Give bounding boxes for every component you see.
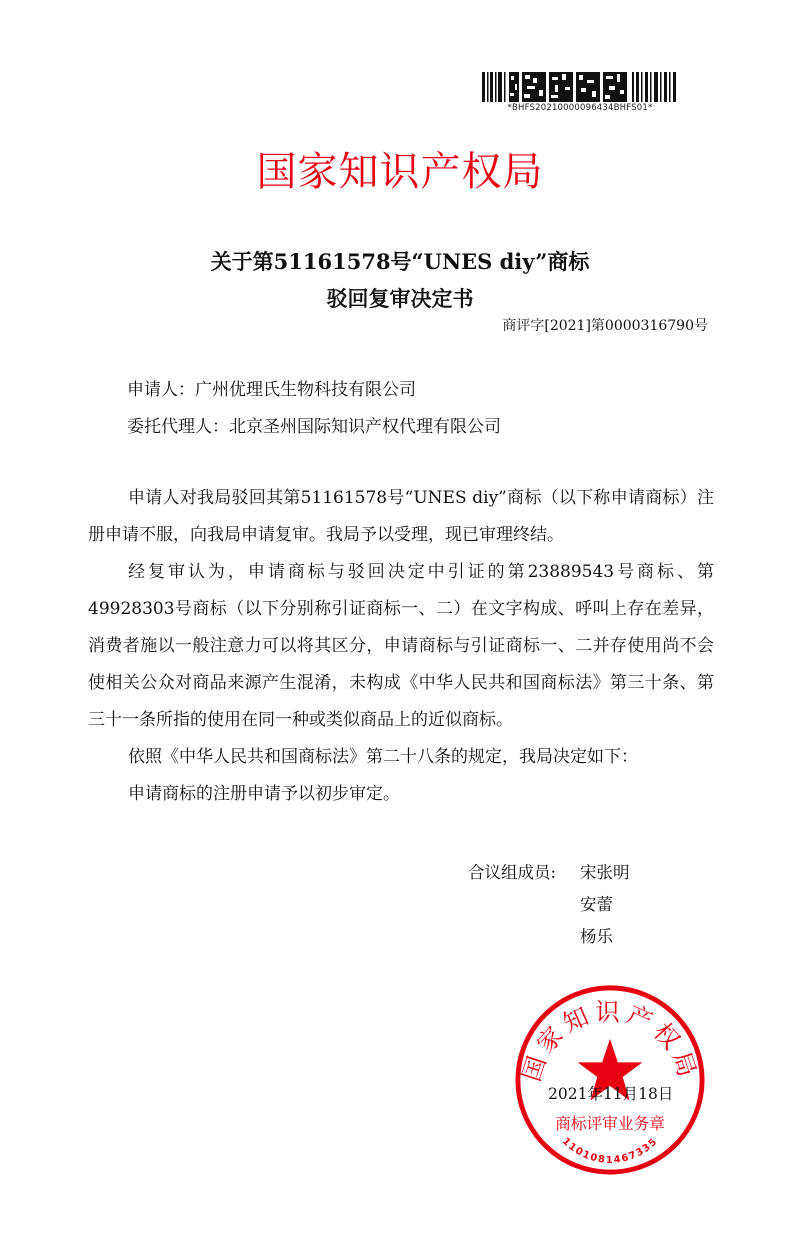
panel-member: 宋张明 — [580, 863, 630, 882]
review-panel — [468, 857, 630, 953]
decision-date: 2021年11月18日 — [548, 1085, 674, 1103]
seal-number: 1101081467335 — [559, 1135, 661, 1166]
barcode — [480, 72, 680, 113]
seal-inner-text: 商标评审业务章 — [555, 1114, 665, 1133]
panel-label: 合议组成员: — [468, 863, 557, 882]
barcode-number: *BHFS20210000096434BHFS01* — [507, 103, 653, 113]
document-number: 商评字[2021]第0000316790号 — [502, 318, 708, 334]
body-paragraph: 申请人对我局驳回其第51161578号“UNES diy”商标（以下称申请商标）注册申请不服，向我局申请复审。我局予以受理，现已审理终结。 — [88, 488, 714, 545]
body-paragraph: 依照《中华人民共和国商标法》第二十八条的规定，我局决定如下： — [128, 747, 638, 767]
panel-member: 安蕾 — [580, 895, 613, 914]
document-title-line-2: 驳回复审决定书 — [326, 286, 474, 311]
official-seal — [512, 982, 708, 1178]
document-title-line-1: 关于第51161578号“UNES diy”商标 — [210, 249, 590, 274]
seal-arc-text: 国家知识产权局 — [516, 997, 704, 1085]
barcode-graphic — [482, 72, 678, 102]
svg-text:1101081467335 — [560, 1136, 660, 1166]
body-paragraph: 申请商标的注册申请予以初步审定。 — [128, 784, 400, 804]
panel-member: 杨乐 — [580, 927, 613, 946]
decision-body — [88, 480, 714, 813]
agent: 委托代理人：北京圣州国际知识产权代理有限公司 — [127, 417, 501, 437]
body-paragraph: 经复审认为，申请商标与驳回决定中引证的第23889543号商标、第49928303号商标（以下分别称引证商标一、二）在文字构成、呼叫上存在差异，消费者施以一般注意力可以将其区分，申请商标与引证商标一、二并存使用尚不会使相关公众对商品来源产生混淆，未构成《中华人民共和国商标法》第三十条、第三十一条所指的使用在同一种或类似商品上的近似商标。 — [88, 562, 714, 730]
agency-name: 国家知识产权局 — [256, 149, 544, 195]
applicant: 申请人：广州优理氏生物科技有限公司 — [127, 380, 416, 400]
